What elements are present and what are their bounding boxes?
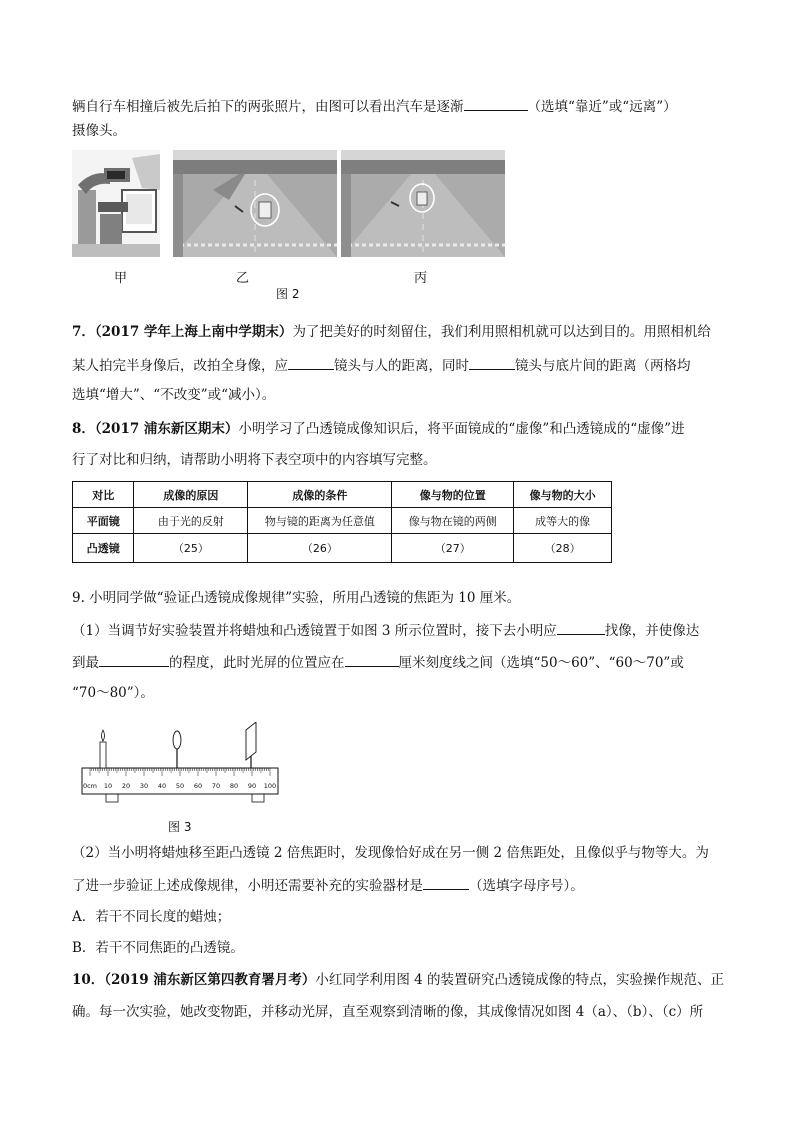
q9-blank-2[interactable] — [99, 652, 169, 667]
q9-part2-line1: （2）当小明将蜡烛移至距凸透镜 2 倍焦距时，发现像恰好成在另一侧 2 倍焦距处，且像似乎与物等大。为 — [72, 845, 709, 861]
table-cell: 平面镜 — [73, 508, 134, 534]
ruler-label: 60 — [193, 782, 203, 790]
q7-blank-2[interactable] — [469, 355, 515, 370]
q9-blank-4[interactable] — [423, 875, 469, 890]
q8-line2: 行了对比和归纳，请帮助小明将下表空项中的内容填写完整。 — [72, 452, 437, 468]
table-cell: 由于光的反射 — [134, 508, 248, 534]
header-cell: 成像的条件 — [248, 482, 392, 508]
figure-3-caption: 图 3 — [168, 820, 192, 834]
ruler-label: 70 — [211, 782, 221, 790]
q9-option-a: A．若干不同长度的蜡烛； — [72, 909, 231, 925]
q6-line2: 摄像头。 — [72, 123, 126, 139]
ruler-label: 20 — [121, 782, 131, 790]
q9-line3: “70～80”）。 — [72, 685, 154, 701]
table-cell: 像与物在镜的两侧 — [392, 508, 514, 534]
header-cell: 成像的原因 — [134, 482, 248, 508]
answer-cell-28[interactable]: （28） — [514, 534, 612, 563]
q6-line1: 辆自行车相撞后被先后拍下的两张照片，由图可以看出汽车是逐渐 （选填“靠近”或“远离”） — [72, 96, 677, 117]
q7-line3: 选填“增大”、“不改变”或“减小）。 — [72, 387, 276, 403]
header-cell: 像与物的位置 — [392, 482, 514, 508]
optical-bench-figure — [80, 722, 280, 812]
ruler-label: 90 — [247, 782, 257, 790]
table-cell: 成等大的像 — [514, 508, 612, 534]
q9-line1: （1）当调节好实验装置并将蜡烛和凸透镜置于如图 3 所示位置时，接下去小明应 找像，并使像达 — [72, 620, 699, 641]
road-photo-bing — [341, 150, 505, 257]
caption-yi: 乙 — [236, 271, 250, 286]
table-row — [73, 508, 612, 534]
comparison-table — [72, 481, 612, 563]
q9-line2: 到最 的程度，此时光屏的位置应在 厘米刻度线之间（选填“50～60”、“60～70”或 — [72, 652, 684, 673]
q8-line1: 8．（2017 浦东新区期末）小明学习了凸透镜成像知识后，将平面镜成的“虚像”和凸透镜成的“虚像”进 — [72, 421, 685, 437]
header-cell: 像与物的大小 — [514, 482, 612, 508]
ruler-label: 50 — [175, 782, 185, 790]
q9-blank-3[interactable] — [345, 652, 399, 667]
q9-option-b: B．若干不同焦距的凸透镜。 — [72, 940, 244, 956]
caption-jia: 甲 — [114, 271, 128, 286]
caption-bing: 丙 — [414, 271, 428, 286]
header-cell: 对比 — [73, 482, 134, 508]
table-header-row — [73, 482, 612, 508]
q9-blank-1[interactable] — [557, 620, 605, 635]
answer-cell-27[interactable]: （27） — [392, 534, 514, 563]
answer-cell-25[interactable]: （25） — [134, 534, 248, 563]
q10-line1: 10．（2019 浦东新区第四教育署月考）小红同学利用图 4 的装置研究凸透镜成像的特点，实验操作规范、正 — [72, 972, 724, 988]
q9-line0: 9. 小明同学做“验证凸透镜成像规律”实验，所用凸透镜的焦距为 10 厘米。 — [72, 590, 521, 606]
figure-2-caption: 图 2 — [276, 287, 300, 301]
ruler-label: 80 — [229, 782, 239, 790]
q9-part2-line2: 了进一步验证上述成像规律，小明还需要补充的实验器材是 （选填字母序号）。 — [72, 875, 584, 896]
table-cell: 凸透镜 — [73, 534, 134, 563]
table-row — [73, 534, 612, 563]
ruler-label: 30 — [139, 782, 149, 790]
q7-line1: 7．（2017 学年上海上南中学期末）为了把美好的时刻留住，我们利用照相机就可以达到目的。用照相机给 — [72, 324, 711, 340]
camera-photo — [72, 150, 160, 257]
table-cell: 物与镜的距离为任意值 — [248, 508, 392, 534]
ruler-label: 0cm — [82, 782, 98, 790]
ruler-label: 40 — [157, 782, 167, 790]
q6-blank[interactable] — [464, 96, 528, 111]
ruler-label: 100 — [263, 782, 277, 790]
ruler-label: 10 — [103, 782, 113, 790]
answer-cell-26[interactable]: （26） — [248, 534, 392, 563]
q10-line2: 确。每一次实验，她改变物距，并移动光屏，直至观察到清晰的像，其成像情况如图 4（a）、（b）、（c）所 — [72, 1004, 704, 1020]
q7-line2: 某人拍完半身像后，改拍全身像，应 镜头与人的距离，同时 镜头与底片间的距离（两格均 — [72, 355, 691, 376]
road-photo-yi — [173, 150, 337, 257]
q7-blank-1[interactable] — [288, 355, 334, 370]
